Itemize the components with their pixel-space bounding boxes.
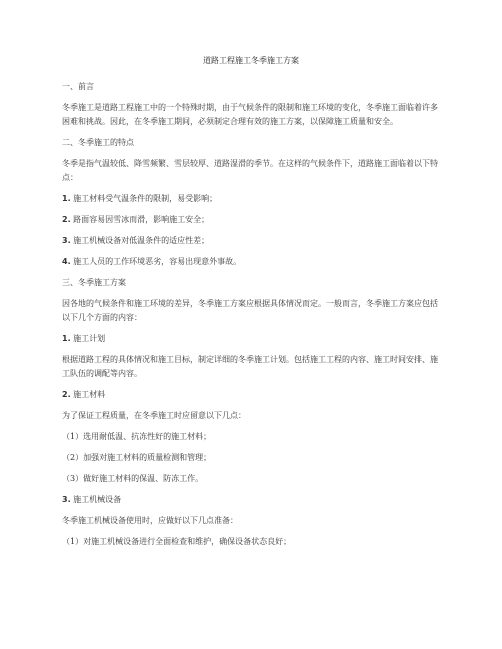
document-title: 道路工程施工冬季施工方案 [203, 56, 299, 65]
list-item [62, 213, 442, 227]
subheading-text: 施工机械设备 [73, 495, 122, 504]
sub-list-item: （2）加强对施工材料的质量检测和管理； [62, 453, 212, 462]
subheading-text: 施工材料 [73, 390, 106, 399]
heading-winter-features: 二、冬季施工的特点 [62, 138, 134, 147]
subheading-machinery [62, 493, 442, 507]
paragraph-preface: 冬季施工是道路工程施工中的一个特殊时期，由于气候条件的限制和施工环境的变化，冬季施工面临着许多困难和挑战。因此，在冬季施工期间，必须制定合理有效的施工方案，以保障施工质量和安全。 [62, 103, 438, 126]
subheading-construction-materials [62, 388, 442, 402]
paragraph-winter-features: 冬季是指气温较低、降雪频繁、雪层较厚、道路湿滑的季节。在这样的气候条件下，道路施工面临着以下特点： [62, 159, 438, 182]
paragraph-machinery: 冬季施工机械设备使用时，应做好以下几点准备： [62, 516, 238, 525]
sub-list-item: （1）选用耐低温、抗冻性好的施工材料； [62, 432, 212, 441]
list-item-text: 路面容易因雪冰而滑，影响施工安全； [73, 215, 210, 224]
list-item-number: 2. [62, 215, 71, 224]
document-body [62, 80, 442, 556]
subheading-number: 1. [62, 334, 71, 343]
list-item [62, 234, 442, 248]
list-item-number: 1. [62, 194, 71, 203]
subheading-number: 2. [62, 390, 71, 399]
list-item-text: 施工材料受气温条件的限制，易受影响； [73, 194, 218, 203]
list-item-number: 4. [62, 257, 71, 266]
list-item-text: 施工人员的工作环境恶劣，容易出现意外事故。 [73, 257, 242, 266]
paragraph-construction-materials: 为了保证工程质量，在冬季施工时应留意以下几点： [62, 411, 246, 420]
subheading-number: 3. [62, 495, 71, 504]
list-item [62, 255, 442, 269]
subheading-text: 施工计划 [73, 334, 106, 343]
heading-preface: 一、前言 [62, 82, 94, 91]
paragraph-winter-plan: 因各地的气候条件和施工环境的差异，冬季施工方案应根据具体情况而定。一般而言，冬季施工方案应包括以下几个方面的内容： [62, 299, 438, 322]
sub-list-item: （3）做好施工材料的保温、防冻工作。 [62, 474, 204, 483]
sub-list-item: （1）对施工机械设备进行全面检查和维护，确保设备状态良好； [62, 537, 292, 546]
list-item-text: 施工机械设备对低温条件的适应性差； [73, 236, 210, 245]
list-item-number: 3. [62, 236, 71, 245]
paragraph-construction-plan: 根据道路工程的具体情况和施工目标，制定详细的冬季施工计划。包括施工工程的内容、施工时间安排、施工队伍的调配等内容。 [62, 355, 438, 378]
heading-winter-plan: 三、冬季施工方案 [62, 278, 126, 287]
subheading-construction-plan [62, 332, 442, 346]
list-item [62, 192, 442, 206]
